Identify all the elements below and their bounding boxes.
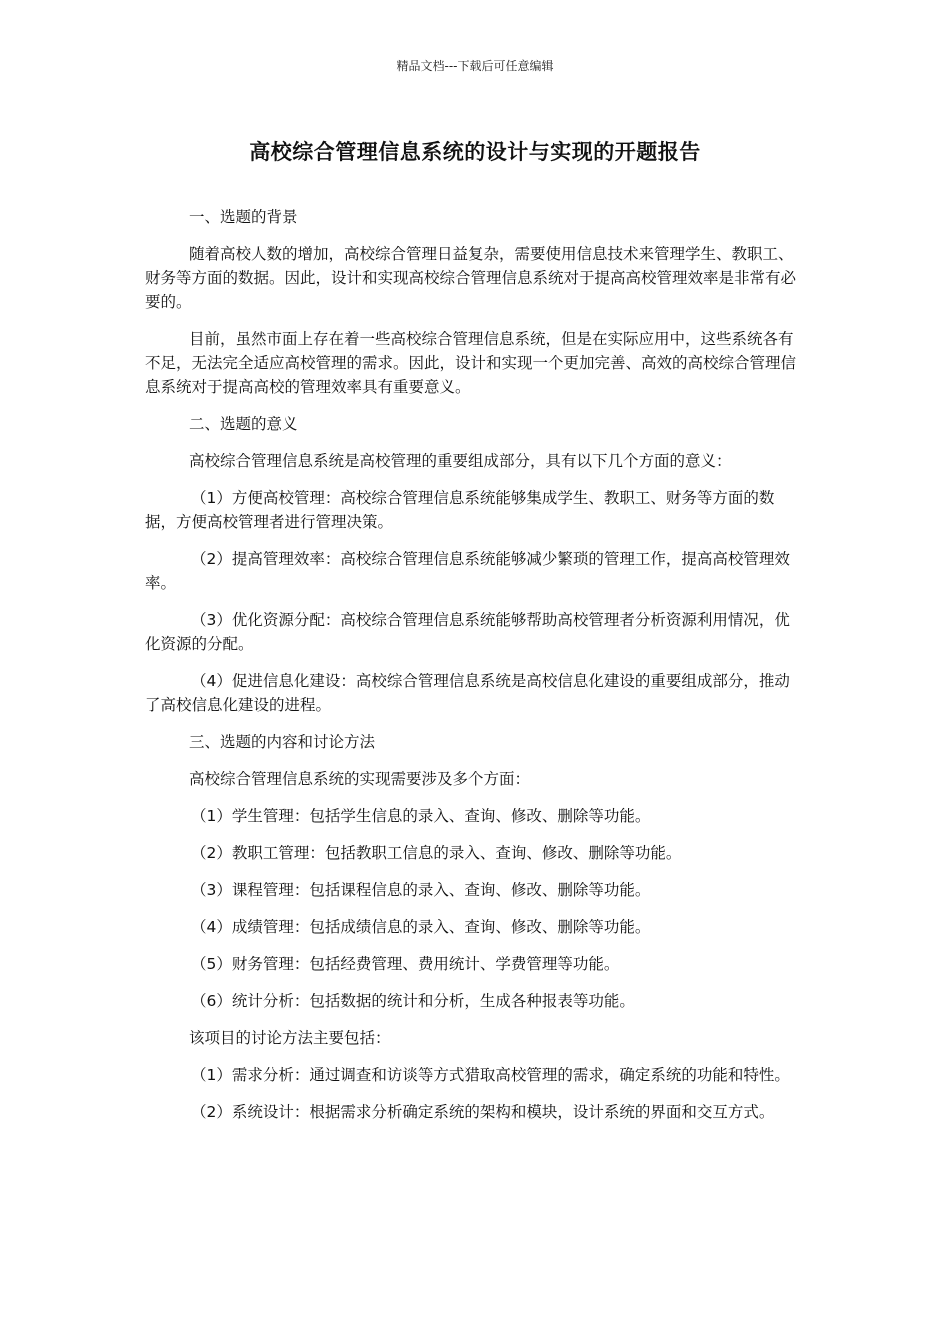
paragraph: 高校综合管理信息系统的实现需要涉及多个方面： [189,770,531,788]
paragraph: 随着高校人数的增加，高校综合管理日益复杂，需要使用信息技术来管理学生、教职工、财务等方面的数据。因此，设计和实现高校综合管理信息系统对于提高高校管理效率是非常有必要的。 [145,245,797,311]
list-item: （1）需求分析：通过调查和访谈等方式猎取高校管理的需求，确定系统的功能和特性。 [191,1066,790,1084]
list-item: （1）方便高校管理：高校综合管理信息系统能够集成学生、教职工、财务等方面的数据，方便高校管理者进行管理决策。 [145,489,775,531]
document-body [145,205,805,1137]
section-heading: 一、选题的背景 [189,208,298,226]
list-item: （2）提高管理效率：高校综合管理信息系统能够减少繁琐的管理工作，提高高校管理效率。 [145,550,790,592]
list-item: （2）系统设计：根据需求分析确定系统的架构和模块，设计系统的界面和交互方式。 [191,1103,775,1121]
paragraph: 高校综合管理信息系统是高校管理的重要组成部分，具有以下几个方面的意义： [189,452,732,470]
list-item: （4）成绩管理：包括成绩信息的录入、查询、修改、删除等功能。 [191,918,651,936]
section-heading: 二、选题的意义 [189,415,298,433]
list-item: （2）教职工管理：包括教职工信息的录入、查询、修改、删除等功能。 [191,844,682,862]
paragraph: 目前，虽然市面上存在着一些高校综合管理信息系统，但是在实际应用中，这些系统各有不足，无法完全适应高校管理的需求。因此，设计和实现一个更加完善、高效的高校综合管理信息系统对于提高高校的管理效率具有重要意义。 [145,330,797,396]
list-item: （5）财务管理：包括经费管理、费用统计、学费管理等功能。 [191,955,620,973]
list-item: （1）学生管理：包括学生信息的录入、查询、修改、删除等功能。 [191,807,651,825]
list-item: （3）优化资源分配：高校综合管理信息系统能够帮助高校管理者分析资源利用情况，优化资源的分配。 [145,611,790,653]
document-title: 高校综合管理信息系统的设计与实现的开题报告 [249,140,701,164]
paragraph: 该项目的讨论方法主要包括： [189,1029,391,1047]
list-item: （3）课程管理：包括课程信息的录入、查询、修改、删除等功能。 [191,881,651,899]
header-note: 精品文档---下载后可任意编辑 [396,59,554,73]
list-item: （4）促进信息化建设：高校综合管理信息系统是高校信息化建设的重要组成部分，推动了高校信息化建设的进程。 [145,672,790,714]
list-item: （6）统计分析：包括数据的统计和分析，生成各种报表等功能。 [191,992,635,1010]
section-heading: 三、选题的内容和讨论方法 [189,733,376,751]
